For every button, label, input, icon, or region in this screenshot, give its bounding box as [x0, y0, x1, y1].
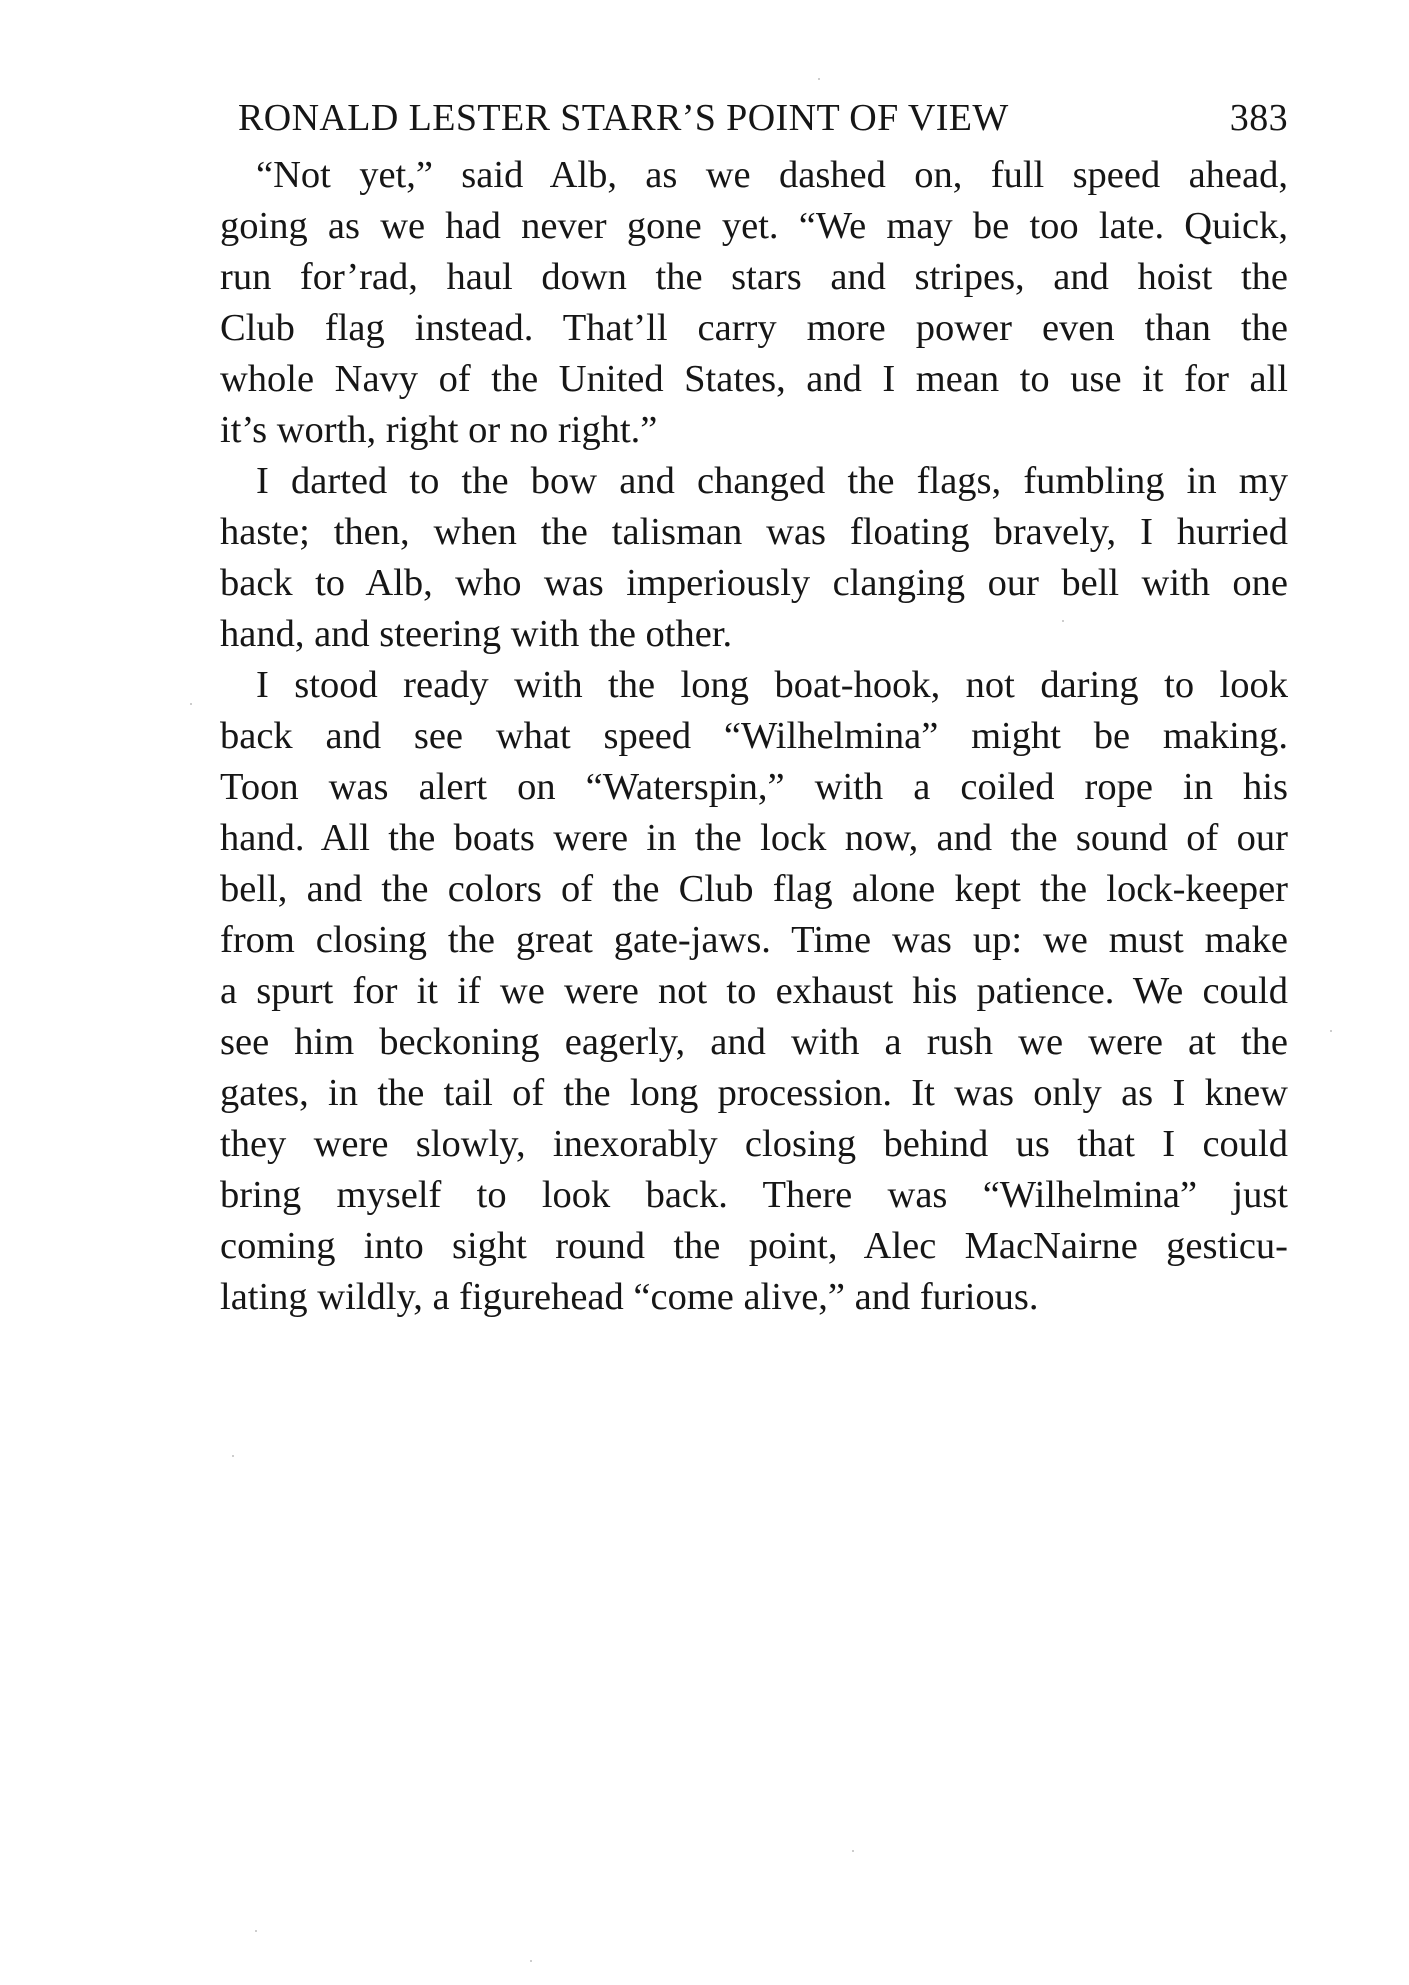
text-line: run for’rad, haul down the stars and stripes, and hoist the [220, 256, 1288, 298]
body-text [184, 150, 1288, 1323]
text-line: whole Navy of the United States, and I mean to use it for all [220, 358, 1288, 400]
text-line: see him beckoning eagerly, and with a rush we were at the [220, 1021, 1288, 1063]
text-line: hand. All the boats were in the lock now, and the sound of our [220, 817, 1288, 859]
running-head [238, 96, 1288, 144]
text-line: a spurt for it if we were not to exhaust his patience. We could [220, 970, 1288, 1012]
text-line: haste; then, when the talisman was floating bravely, I hurried [220, 511, 1288, 553]
print-speck [232, 1455, 234, 1457]
text-line: going as we had never gone yet. “We may be too late. Quick, [220, 205, 1288, 247]
text-line: Club flag instead. That’ll carry more power even than the [220, 307, 1288, 349]
print-speck [530, 1960, 532, 1962]
text-line: lating wildly, a figurehead “come alive,” and furious. [220, 1276, 1039, 1318]
print-speck [818, 78, 820, 80]
print-speck [1330, 1030, 1332, 1032]
print-speck [190, 703, 192, 705]
text-line: bell, and the colors of the Club flag alone kept the lock-keeper [220, 868, 1288, 910]
paragraph-1 [184, 150, 1288, 456]
text-line: from closing the great gate-jaws. Time was up: we must make [220, 919, 1288, 961]
text-line: bring myself to look back. There was “Wilhelmina” just [220, 1174, 1288, 1216]
text-line: back to Alb, who was imperiously clanging our bell with one [220, 562, 1288, 604]
text-line: they were slowly, inexorably closing behind us that I could [220, 1123, 1288, 1165]
print-speck [255, 1930, 257, 1932]
paragraph-2 [184, 456, 1288, 660]
text-line: hand, and steering with the other. [220, 613, 733, 655]
text-line: I stood ready with the long boat-hook, not daring to look [256, 664, 1288, 706]
page-number: 383 [1229, 97, 1288, 139]
text-line: I darted to the bow and changed the flags, fumbling in my [256, 460, 1288, 502]
text-line: it’s worth, right or no right.” [220, 409, 658, 451]
text-line: “Not yet,” said Alb, as we dashed on, full speed ahead, [256, 154, 1288, 196]
paragraph-3 [184, 660, 1288, 1323]
text-line: Toon was alert on “Waterspin,” with a coiled rope in his [220, 766, 1288, 808]
print-speck [852, 1850, 854, 1852]
running-title: RONALD LESTER STARR’S POINT OF VIEW [238, 97, 1009, 139]
text-line: back and see what speed “Wilhelmina” might be making. [220, 715, 1288, 757]
text-line: coming into sight round the point, Alec MacNairne gesticu- [220, 1225, 1288, 1267]
text-line: gates, in the tail of the long procession. It was only as I knew [220, 1072, 1288, 1114]
print-speck [1062, 620, 1064, 622]
